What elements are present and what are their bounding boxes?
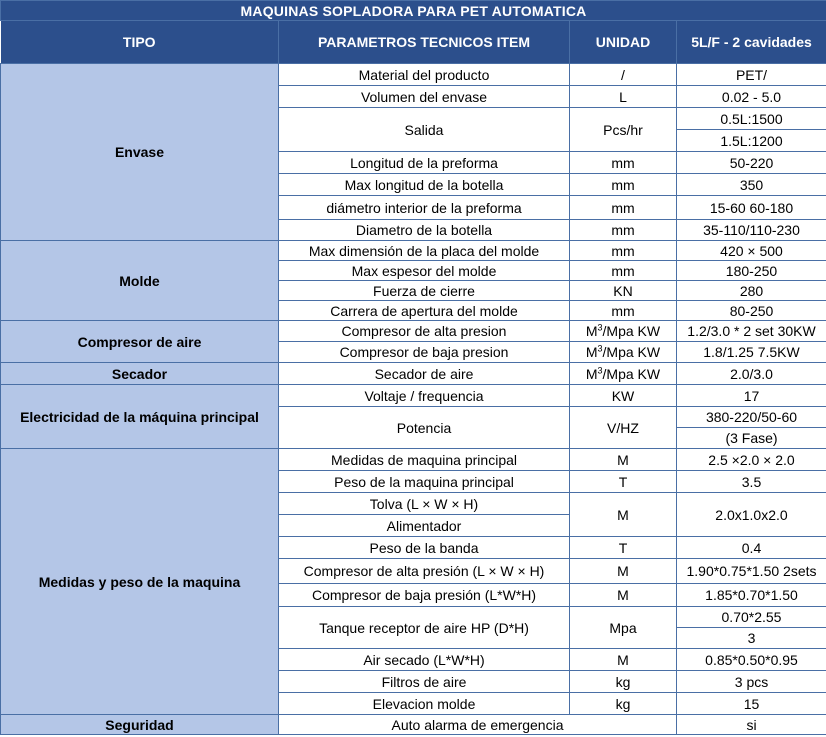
- param-salida: Salida: [279, 108, 570, 152]
- unit-salida: Pcs/hr: [570, 108, 677, 152]
- value-comp-baja: 1.8/1.25 7.5KW: [677, 342, 826, 363]
- param-comp-baja-dim: Compresor de baja presión (L*W*H): [279, 584, 570, 607]
- param-auto-alarma: Auto alarma de emergencia: [279, 715, 677, 735]
- value-medidas-principal: 2.5 ×2.0 × 2.0: [677, 449, 826, 471]
- param-medidas-principal: Medidas de maquina principal: [279, 449, 570, 471]
- param-filtros: Filtros de aire: [279, 671, 570, 693]
- header-unidad: UNIDAD: [570, 21, 677, 64]
- unit-medidas-principal: M: [570, 449, 677, 471]
- unit-elevacion: kg: [570, 693, 677, 715]
- value-tolva: 2.0x1.0x2.0: [677, 493, 826, 537]
- value-comp-alta: 1.2/3.0 * 2 set 30KW: [677, 321, 826, 342]
- param-comp-alta-dim: Compresor de alta presión (L × W × H): [279, 559, 570, 584]
- value-diametro-botella: 35-110/110-230: [677, 220, 826, 241]
- param-diametro-botella: Diametro de la botella: [279, 220, 570, 241]
- category-envase: Envase: [1, 64, 279, 241]
- value-potencia-2: (3 Fase): [677, 428, 826, 449]
- param-material: Material del producto: [279, 64, 570, 86]
- value-volumen: 0.02 - 5.0: [677, 86, 826, 108]
- value-max-dimension: 420 × 500: [677, 241, 826, 261]
- unit-potencia: V/HZ: [570, 407, 677, 449]
- category-compresor: Compresor de aire: [1, 321, 279, 363]
- unit-comp-alta-dim: M: [570, 559, 677, 584]
- value-carrera: 80-250: [677, 301, 826, 321]
- param-voltaje: Voltaje / frequencia: [279, 385, 570, 407]
- param-alimentador: Alimentador: [279, 515, 570, 537]
- value-fuerza: 280: [677, 281, 826, 301]
- unit-air-secado: M: [570, 649, 677, 671]
- value-tanque-2: 3: [677, 628, 826, 649]
- unit-tolva: M: [570, 493, 677, 537]
- category-medidas: Medidas y peso de la maquina: [1, 449, 279, 715]
- value-diametro-interior: 15-60 60-180: [677, 196, 826, 220]
- unit-comp-baja-dim: M: [570, 584, 677, 607]
- param-elevacion: Elevacion molde: [279, 693, 570, 715]
- value-potencia-1: 380-220/50-60: [677, 407, 826, 428]
- unit-peso-banda: T: [570, 537, 677, 559]
- header-valor: 5L/F - 2 cavidades: [677, 21, 826, 64]
- param-carrera: Carrera de apertura del molde: [279, 301, 570, 321]
- unit-comp-alta: $M^3$/Mpa KW: [570, 321, 677, 342]
- value-comp-alta-dim: 1.90*0.75*1.50 2sets: [677, 559, 826, 584]
- param-max-longitud: Max longitud de la botella: [279, 174, 570, 196]
- unit-peso-principal: T: [570, 471, 677, 493]
- unit-volumen: L: [570, 86, 677, 108]
- category-molde: Molde: [1, 241, 279, 321]
- param-max-dimension: Max dimensión de la placa del molde: [279, 241, 570, 261]
- unit-diametro-interior: mm: [570, 196, 677, 220]
- param-fuerza: Fuerza de cierre: [279, 281, 570, 301]
- value-elevacion: 15: [677, 693, 826, 715]
- unit-tanque: Mpa: [570, 607, 677, 649]
- table-title: MAQUINAS SOPLADORA PARA PET AUTOMATICA: [1, 1, 826, 21]
- value-filtros: 3 pcs: [677, 671, 826, 693]
- value-peso-principal: 3.5: [677, 471, 826, 493]
- unit-comp-baja: $M^3$/Mpa KW: [570, 342, 677, 363]
- header-tipo: TIPO: [1, 21, 279, 64]
- category-secador: Secador: [1, 363, 279, 385]
- value-comp-baja-dim: 1.85*0.70*1.50: [677, 584, 826, 607]
- category-electricidad: Electricidad de la máquina principal: [1, 385, 279, 449]
- value-auto-alarma: si: [677, 715, 826, 735]
- param-air-secado: Air secado (L*W*H): [279, 649, 570, 671]
- param-peso-principal: Peso de la maquina principal: [279, 471, 570, 493]
- param-longitud-preforma: Longitud de la preforma: [279, 152, 570, 174]
- unit-fuerza: KN: [570, 281, 677, 301]
- value-secador-aire: 2.0/3.0: [677, 363, 826, 385]
- param-max-espesor: Max espesor del molde: [279, 261, 570, 281]
- unit-max-dimension: mm: [570, 241, 677, 261]
- value-salida-2: 1.5L:1200: [677, 130, 826, 152]
- param-peso-banda: Peso de la banda: [279, 537, 570, 559]
- param-tanque: Tanque receptor de aire HP (D*H): [279, 607, 570, 649]
- param-volumen: Volumen del envase: [279, 86, 570, 108]
- unit-material: /: [570, 64, 677, 86]
- header-parametros: PARAMETROS TECNICOS ITEM: [279, 21, 570, 64]
- value-salida-1: 0.5L:1500: [677, 108, 826, 130]
- value-max-espesor: 180-250: [677, 261, 826, 281]
- unit-voltaje: KW: [570, 385, 677, 407]
- param-tolva: Tolva (L × W × H): [279, 493, 570, 515]
- value-voltaje: 17: [677, 385, 826, 407]
- unit-filtros: kg: [570, 671, 677, 693]
- unit-diametro-botella: mm: [570, 220, 677, 241]
- value-longitud-preforma: 50-220: [677, 152, 826, 174]
- unit-carrera: mm: [570, 301, 677, 321]
- param-diametro-interior: diámetro interior de la preforma: [279, 196, 570, 220]
- unit-max-espesor: mm: [570, 261, 677, 281]
- param-potencia: Potencia: [279, 407, 570, 449]
- value-max-longitud: 350: [677, 174, 826, 196]
- param-secador-aire: Secador de aire: [279, 363, 570, 385]
- unit-max-longitud: mm: [570, 174, 677, 196]
- value-air-secado: 0.85*0.50*0.95: [677, 649, 826, 671]
- category-seguridad: Seguridad: [1, 715, 279, 735]
- value-peso-banda: 0.4: [677, 537, 826, 559]
- unit-secador-aire: $M^3$/Mpa KW: [570, 363, 677, 385]
- value-tanque-1: 0.70*2.55: [677, 607, 826, 628]
- value-material: PET/: [677, 64, 826, 86]
- unit-longitud-preforma: mm: [570, 152, 677, 174]
- param-comp-alta: Compresor de alta presion: [279, 321, 570, 342]
- param-comp-baja: Compresor de baja presion: [279, 342, 570, 363]
